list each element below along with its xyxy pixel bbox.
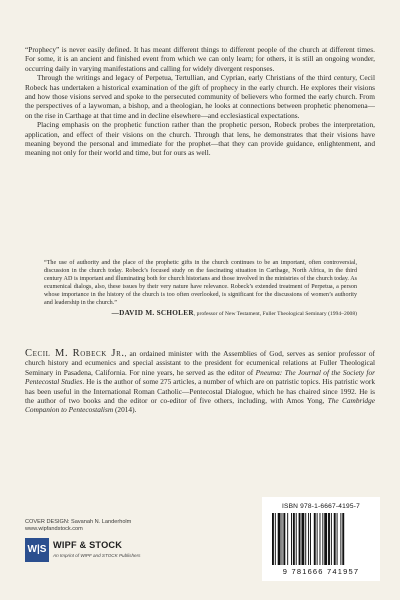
publisher-logo	[25, 538, 165, 564]
description-paragraph-2: Through the writings and legacy of Perpetua, Tertullian, and Cyprian, early Christians of the third century, Cecil Robeck has undertaken a historical examination of the gift of prophecy in the early church. He explores their visions and how those visions served and spoke to the persecuted community of believers who formed the early church. From the perspectives of a laywoman, a bishop, and a theologian, he looks at connections between prophetic phenomena—on the rise in Carthage at that time and in decline elsewhere—and ecclesiastical expectations.	[25, 73, 375, 120]
book-title: The Cambridge Companion to Pentecostalism	[25, 396, 376, 415]
author-name: Cecil M. Robeck Jr.	[25, 348, 125, 359]
bio-text-3: (2014).	[113, 405, 137, 415]
endorsement-attribution	[44, 310, 357, 319]
bio-text-2: . He is the author of some 275 articles, a number of which are on patristic topics. His patristic work has been useful in the International Roman Catholic—Pentecostal Dialogue, which he has chaired since 1992. He is the author of two books and the editor or co-editor of five others, including, with Amos Yong,	[25, 377, 376, 406]
journal-title: Pneuma: The Journal of the Society for Pentecostal Studies	[25, 367, 376, 387]
description-paragraph-1: “Prophecy” is never easily defined. It has meant different things to different people of the church at different times. For some, it is an ancient and finished event from which we can only learn; for others, it is still an ongoing wonder, occurring daily in varying manifestations and calling for widely divergent responses.	[25, 45, 375, 73]
publisher-logo-icon: W|S	[25, 538, 49, 562]
cover-design-credit: COVER DESIGN: Savanah N. Landerholm	[25, 519, 132, 525]
endorser-name: —DAVID M. SCHOLER	[111, 309, 194, 318]
description-text	[25, 45, 375, 158]
description-paragraph-3: Placing emphasis on the prophetic function rather than the prophetic person, Robeck probes the interpretation, application, and effect of their visions on the church. Through that lens, he demonstrates that their visions have meaning beyond the personal and immediate for the prophet—that they can provide guidance, enlightenment, and meaning not only for their world and time, but for ours as well.	[25, 120, 375, 158]
endorser-title: , professor of New Testament, Fuller Theological Seminary (1994–2008)	[193, 311, 357, 318]
barcode-box	[262, 497, 380, 581]
isbn-label: ISBN 978-1-6667-4195-7	[281, 503, 361, 510]
cover-credits	[25, 519, 131, 533]
publisher-name: WIPF & STOCK	[53, 540, 123, 550]
author-bio	[25, 349, 375, 415]
publisher-url: www.wipfandstock.com	[25, 526, 83, 532]
endorsement-block	[44, 260, 357, 319]
barcode-digits: 9 781666 741957	[282, 567, 360, 576]
endorsement-quote: “The use of authority and the place of the prophetic gifts in the church continues to be an important, often controversial, discussion in the church today. Robeck’s focused study on the fascinating situation in Carthage, North Africa, in the third century AD is important and illuminating both for church historians and those involved in the ministries of the church today. As ecumenical dialogs, also, these issues by their very nature have relevance. Robeck’s extended treatment of Perpetua, a person whose importance in the history of the church is too often overlooked, is significant for the discussions of women’s authority and leadership in the church.”	[44, 260, 357, 306]
bio-text-1: , an ordained minister with the Assemblies of God, serves as senior professor of church history and ecumenics and special assistant to the president for ecumenical relations at Fuller Theological Seminary in Pasadena, California. For nine years, he served as the editor of	[25, 349, 375, 377]
barcode-icon	[272, 513, 370, 565]
publisher-tagline: An Imprint of WIPF and STOCK Publishers	[53, 553, 141, 558]
